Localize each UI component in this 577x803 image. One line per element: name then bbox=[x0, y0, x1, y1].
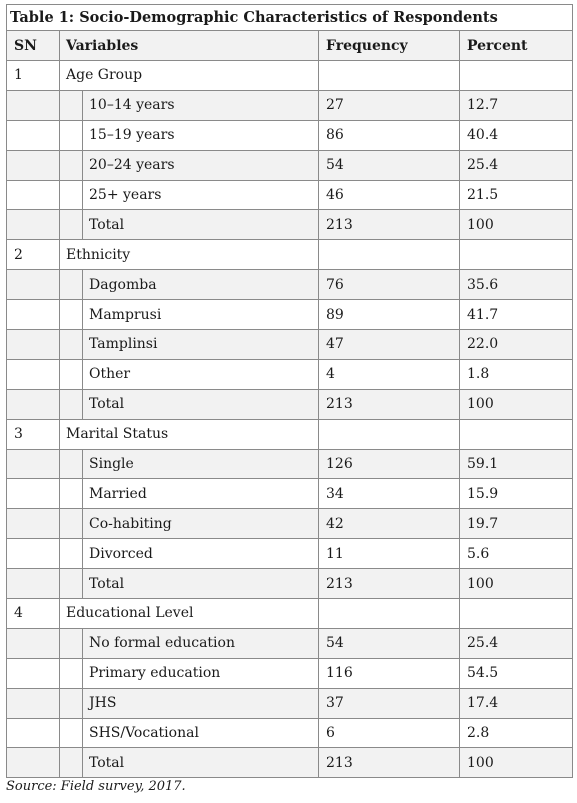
sn-empty-cell bbox=[7, 150, 60, 180]
indent-cell bbox=[60, 449, 83, 479]
frequency-cell: 54 bbox=[319, 150, 460, 180]
group-percent-empty bbox=[460, 240, 573, 270]
sn-empty-cell bbox=[7, 359, 60, 389]
percent-cell: 100 bbox=[460, 748, 573, 778]
frequency-cell: 34 bbox=[319, 479, 460, 509]
percent-cell: 15.9 bbox=[460, 479, 573, 509]
variable-label: Mamprusi bbox=[83, 300, 319, 330]
indent-cell bbox=[60, 359, 83, 389]
table-row bbox=[7, 569, 573, 599]
table-row bbox=[7, 539, 573, 569]
percent-cell: 1.8 bbox=[460, 359, 573, 389]
percent-cell: 35.6 bbox=[460, 270, 573, 300]
group-row bbox=[7, 240, 573, 270]
table-row bbox=[7, 330, 573, 360]
sn-empty-cell bbox=[7, 300, 60, 330]
table-row bbox=[7, 300, 573, 330]
percent-cell: 25.4 bbox=[460, 628, 573, 658]
variable-label: JHS bbox=[83, 688, 319, 718]
indent-cell bbox=[60, 150, 83, 180]
socio-demographic-table bbox=[6, 4, 573, 778]
indent-cell bbox=[60, 90, 83, 120]
table-row bbox=[7, 688, 573, 718]
percent-cell: 100 bbox=[460, 210, 573, 240]
variable-label: Dagomba bbox=[83, 270, 319, 300]
table-row bbox=[7, 479, 573, 509]
table-row bbox=[7, 150, 573, 180]
variable-label: Total bbox=[83, 389, 319, 419]
table-title: Table 1: Socio-Demographic Characteristics of Respondents bbox=[7, 5, 573, 31]
table-title-row bbox=[7, 5, 573, 31]
table-row bbox=[7, 658, 573, 688]
variable-label: 20–24 years bbox=[83, 150, 319, 180]
group-frequency-empty bbox=[319, 599, 460, 629]
indent-cell bbox=[60, 330, 83, 360]
table-row bbox=[7, 718, 573, 748]
indent-cell bbox=[60, 479, 83, 509]
sn-empty-cell bbox=[7, 569, 60, 599]
variable-label: Married bbox=[83, 479, 319, 509]
sn-empty-cell bbox=[7, 389, 60, 419]
table-row bbox=[7, 90, 573, 120]
indent-cell bbox=[60, 569, 83, 599]
frequency-cell: 6 bbox=[319, 718, 460, 748]
variable-label: Co-habiting bbox=[83, 509, 319, 539]
frequency-cell: 126 bbox=[319, 449, 460, 479]
sn-empty-cell bbox=[7, 718, 60, 748]
frequency-cell: 213 bbox=[319, 748, 460, 778]
sn-empty-cell bbox=[7, 120, 60, 150]
indent-cell bbox=[60, 688, 83, 718]
header-variables: Variables bbox=[60, 31, 319, 61]
variable-label: Single bbox=[83, 449, 319, 479]
group-name: Age Group bbox=[60, 61, 319, 91]
frequency-cell: 46 bbox=[319, 180, 460, 210]
group-sn: 3 bbox=[7, 419, 60, 449]
frequency-cell: 116 bbox=[319, 658, 460, 688]
group-name: Marital Status bbox=[60, 419, 319, 449]
variable-label: 15–19 years bbox=[83, 120, 319, 150]
percent-cell: 22.0 bbox=[460, 330, 573, 360]
sn-empty-cell bbox=[7, 479, 60, 509]
percent-cell: 2.8 bbox=[460, 718, 573, 748]
table-row bbox=[7, 748, 573, 778]
percent-cell: 40.4 bbox=[460, 120, 573, 150]
sn-empty-cell bbox=[7, 539, 60, 569]
variable-label: Primary education bbox=[83, 658, 319, 688]
sn-empty-cell bbox=[7, 688, 60, 718]
variable-label: 25+ years bbox=[83, 180, 319, 210]
indent-cell bbox=[60, 270, 83, 300]
indent-cell bbox=[60, 539, 83, 569]
group-sn: 1 bbox=[7, 61, 60, 91]
table-row bbox=[7, 359, 573, 389]
table-row bbox=[7, 210, 573, 240]
variable-label: Other bbox=[83, 359, 319, 389]
header-frequency: Frequency bbox=[319, 31, 460, 61]
table-row bbox=[7, 449, 573, 479]
header-sn: SN bbox=[7, 31, 60, 61]
indent-cell bbox=[60, 658, 83, 688]
variable-label: Total bbox=[83, 748, 319, 778]
table-header-row bbox=[7, 31, 573, 61]
variable-label: No formal education bbox=[83, 628, 319, 658]
group-sn: 4 bbox=[7, 599, 60, 629]
sn-empty-cell bbox=[7, 270, 60, 300]
indent-cell bbox=[60, 748, 83, 778]
indent-cell bbox=[60, 120, 83, 150]
sn-empty-cell bbox=[7, 180, 60, 210]
indent-cell bbox=[60, 628, 83, 658]
table-body bbox=[7, 5, 573, 778]
indent-cell bbox=[60, 300, 83, 330]
sn-empty-cell bbox=[7, 90, 60, 120]
percent-cell: 100 bbox=[460, 569, 573, 599]
percent-cell: 19.7 bbox=[460, 509, 573, 539]
frequency-cell: 27 bbox=[319, 90, 460, 120]
table-row bbox=[7, 180, 573, 210]
group-sn: 2 bbox=[7, 240, 60, 270]
indent-cell bbox=[60, 718, 83, 748]
frequency-cell: 213 bbox=[319, 569, 460, 599]
percent-cell: 21.5 bbox=[460, 180, 573, 210]
sn-empty-cell bbox=[7, 748, 60, 778]
group-row bbox=[7, 599, 573, 629]
frequency-cell: 86 bbox=[319, 120, 460, 150]
group-name: Ethnicity bbox=[60, 240, 319, 270]
indent-cell bbox=[60, 389, 83, 419]
frequency-cell: 54 bbox=[319, 628, 460, 658]
table-row bbox=[7, 120, 573, 150]
percent-cell: 100 bbox=[460, 389, 573, 419]
frequency-cell: 37 bbox=[319, 688, 460, 718]
group-frequency-empty bbox=[319, 61, 460, 91]
percent-cell: 41.7 bbox=[460, 300, 573, 330]
percent-cell: 25.4 bbox=[460, 150, 573, 180]
sn-empty-cell bbox=[7, 210, 60, 240]
group-percent-empty bbox=[460, 419, 573, 449]
indent-cell bbox=[60, 210, 83, 240]
table-row bbox=[7, 509, 573, 539]
variable-label: Total bbox=[83, 210, 319, 240]
group-frequency-empty bbox=[319, 240, 460, 270]
sn-empty-cell bbox=[7, 658, 60, 688]
indent-cell bbox=[60, 180, 83, 210]
frequency-cell: 89 bbox=[319, 300, 460, 330]
frequency-cell: 11 bbox=[319, 539, 460, 569]
sn-empty-cell bbox=[7, 628, 60, 658]
sn-empty-cell bbox=[7, 330, 60, 360]
group-percent-empty bbox=[460, 61, 573, 91]
sn-empty-cell bbox=[7, 449, 60, 479]
group-frequency-empty bbox=[319, 419, 460, 449]
header-percent: Percent bbox=[460, 31, 573, 61]
indent-cell bbox=[60, 509, 83, 539]
table-row bbox=[7, 389, 573, 419]
frequency-cell: 4 bbox=[319, 359, 460, 389]
variable-label: Divorced bbox=[83, 539, 319, 569]
percent-cell: 17.4 bbox=[460, 688, 573, 718]
percent-cell: 59.1 bbox=[460, 449, 573, 479]
table-row bbox=[7, 628, 573, 658]
percent-cell: 12.7 bbox=[460, 90, 573, 120]
sn-empty-cell bbox=[7, 509, 60, 539]
source-note: Source: Field survey, 2017. bbox=[6, 779, 186, 794]
table-row bbox=[7, 270, 573, 300]
frequency-cell: 213 bbox=[319, 210, 460, 240]
variable-label: Total bbox=[83, 569, 319, 599]
percent-cell: 5.6 bbox=[460, 539, 573, 569]
variable-label: SHS/Vocational bbox=[83, 718, 319, 748]
group-row bbox=[7, 61, 573, 91]
group-row bbox=[7, 419, 573, 449]
variable-label: 10–14 years bbox=[83, 90, 319, 120]
group-name: Educational Level bbox=[60, 599, 319, 629]
group-percent-empty bbox=[460, 599, 573, 629]
variable-label: Tamplinsi bbox=[83, 330, 319, 360]
frequency-cell: 213 bbox=[319, 389, 460, 419]
frequency-cell: 47 bbox=[319, 330, 460, 360]
percent-cell: 54.5 bbox=[460, 658, 573, 688]
frequency-cell: 42 bbox=[319, 509, 460, 539]
frequency-cell: 76 bbox=[319, 270, 460, 300]
